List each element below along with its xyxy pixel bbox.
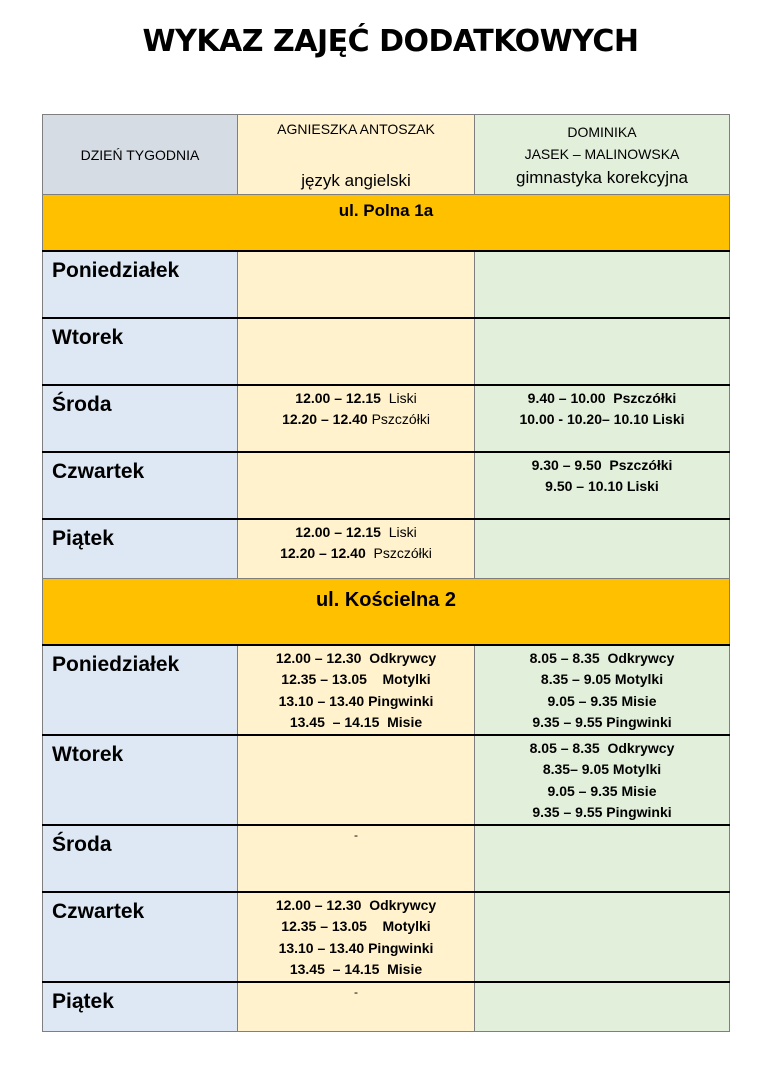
teacher-a-cell	[238, 892, 475, 982]
page-title: WYKAZ ZAJĘĆ DODATKOWYCH	[142, 24, 639, 59]
teacher-a-subject: język angielski	[301, 171, 411, 190]
schedule-entry: 13.45 – 14.15 Misie	[289, 961, 423, 977]
table-row	[43, 892, 730, 982]
teacher-b-cell	[475, 825, 730, 892]
schedule-entry: 10.00 - 10.20– 10.10 Liski	[519, 411, 685, 427]
table-header-row	[43, 115, 730, 195]
teacher-b-cell	[475, 318, 730, 385]
teacher-b-column-header	[475, 115, 730, 195]
teacher-a-cell	[238, 982, 475, 1032]
schedule-table	[42, 114, 730, 1032]
empty-dash: -	[354, 984, 358, 999]
schedule-entry: 13.10 – 13.40 Pingwinki	[278, 692, 434, 709]
day-label: Czwartek	[52, 459, 145, 483]
day-column-header: DZIEŃ TYGODNIA	[43, 115, 238, 195]
table-row	[43, 385, 730, 452]
table-row	[43, 519, 730, 579]
table-row	[43, 645, 730, 735]
schedule-entry: 9.35 – 9.55 Pingwinki	[532, 804, 672, 820]
empty-dash: -	[354, 827, 358, 842]
teacher-a-cell	[238, 318, 475, 385]
location-row-polna	[43, 195, 730, 251]
teacher-a-cell	[238, 645, 475, 735]
schedule-entry: 12.00 – 12.15 Liski	[295, 389, 417, 406]
teacher-a-cell	[238, 385, 475, 452]
day-label: Czwartek	[52, 899, 145, 923]
table-row	[43, 318, 730, 385]
teacher-a-cell	[238, 519, 475, 579]
schedule-entry: 12.35 – 13.05 Motylki	[281, 671, 431, 687]
teacher-b-cell	[475, 735, 730, 825]
teacher-b-cell	[475, 519, 730, 579]
schedule-entry: 8.35 – 9.05 Motylki	[540, 671, 664, 687]
day-label: Piątek	[52, 526, 114, 550]
teacher-b-name-line1: DOMINIKA	[567, 124, 637, 140]
day-label: Środa	[52, 832, 112, 856]
day-label: Poniedziałek	[52, 258, 180, 282]
teacher-b-cell	[475, 982, 730, 1032]
schedule-entry: 12.00 – 12.15 Liski	[295, 523, 417, 540]
teacher-a-cell	[238, 735, 475, 825]
teacher-b-name-line2: JASEK – MALINOWSKA	[524, 146, 680, 162]
day-label: Piątek	[52, 989, 114, 1013]
location-row-koscielna	[43, 579, 730, 645]
schedule-entry: 9.30 – 9.50 Pszczółki	[531, 456, 673, 473]
day-label: Wtorek	[52, 325, 124, 349]
schedule-entry: 12.20 – 12.40 Pszczółki	[282, 411, 430, 427]
teacher-b-subject: gimnastyka korekcyjna	[516, 168, 688, 187]
schedule-entry: 13.45 – 14.15 Misie	[289, 714, 423, 730]
location-name: ul. Polna 1a	[338, 201, 434, 220]
teacher-a-column-header	[238, 115, 475, 195]
table-row	[43, 452, 730, 519]
teacher-b-cell	[475, 385, 730, 452]
table-row	[43, 825, 730, 892]
schedule-entry: 9.50 – 10.10 Liski	[545, 478, 659, 494]
schedule-entry: 12.20 – 12.40 Pszczółki	[280, 545, 432, 561]
schedule-entry: 12.00 – 12.30 Odkrywcy	[275, 649, 437, 666]
table-row	[43, 251, 730, 318]
day-label: Środa	[52, 392, 112, 416]
schedule-entry: 12.00 – 12.30 Odkrywcy	[275, 896, 437, 913]
teacher-a-name: AGNIESZKA ANTOSZAK	[277, 121, 435, 137]
schedule-entry: 9.35 – 9.55 Pingwinki	[532, 714, 672, 730]
teacher-a-cell	[238, 251, 475, 318]
table-row	[43, 982, 730, 1032]
schedule-entry: 9.40 – 10.00 Pszczółki	[527, 389, 677, 406]
schedule-entry: 8.35– 9.05 Motylki	[542, 761, 662, 777]
table-row	[43, 735, 730, 825]
schedule-entry: 8.05 – 8.35 Odkrywcy	[529, 739, 675, 756]
day-label: Wtorek	[52, 742, 124, 766]
schedule-entry: 8.05 – 8.35 Odkrywcy	[529, 649, 675, 666]
day-label: Poniedziałek	[52, 652, 180, 676]
schedule-entry: 9.05 – 9.35 Misie	[547, 692, 657, 709]
location-name: ul. Kościelna 2	[315, 589, 457, 611]
teacher-a-cell	[238, 825, 475, 892]
teacher-b-cell	[475, 251, 730, 318]
schedule-entry: 12.35 – 13.05 Motylki	[281, 918, 431, 934]
schedule-entry: 9.05 – 9.35 Misie	[547, 782, 657, 799]
teacher-b-cell	[475, 645, 730, 735]
teacher-a-cell	[238, 452, 475, 519]
teacher-b-cell	[475, 892, 730, 982]
schedule-entry: 13.10 – 13.40 Pingwinki	[278, 939, 434, 956]
teacher-b-cell	[475, 452, 730, 519]
